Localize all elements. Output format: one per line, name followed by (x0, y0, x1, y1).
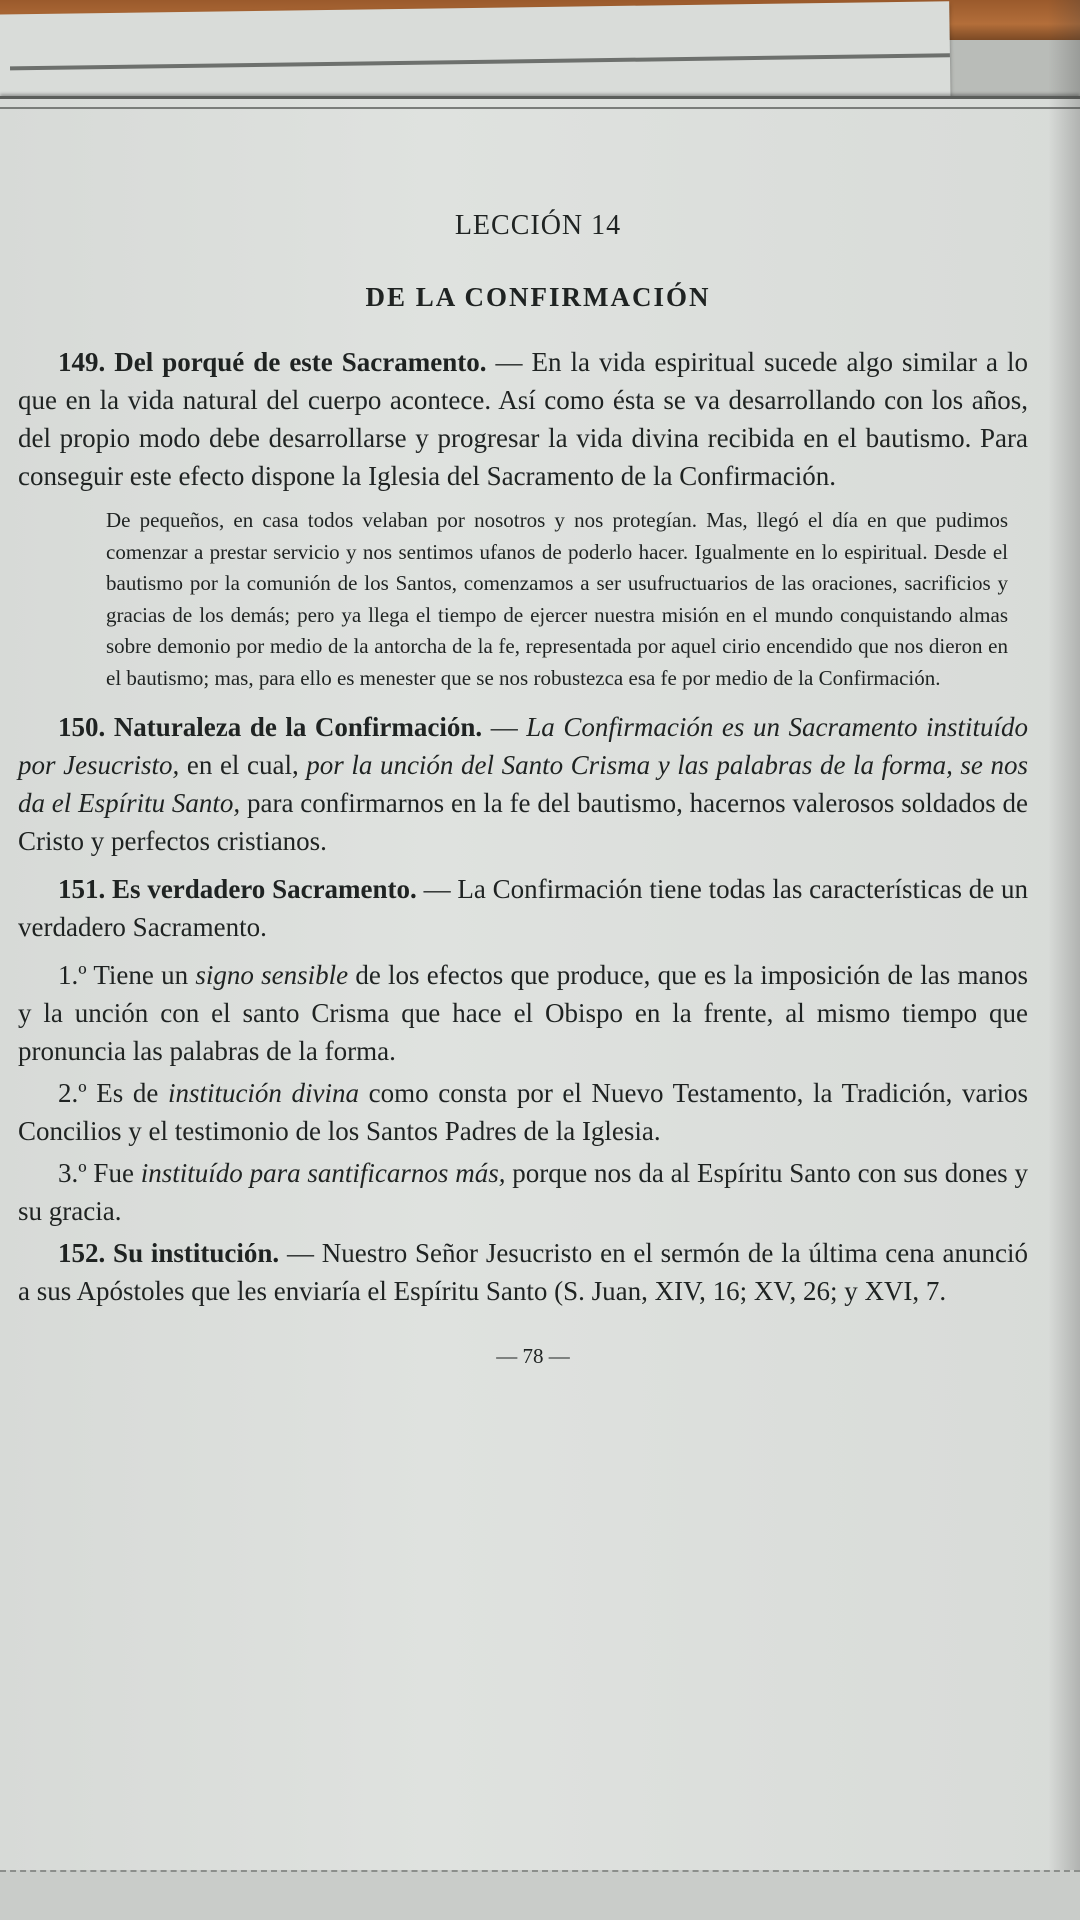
item-text: de los efectos que produce, que es la imposición de las manos y la unción con el santo Crisma que hace el Obispo en la frente, al mismo tiempo que pronuncia las palabras de la forma. (18, 960, 1028, 1066)
section-151-item-2 (18, 1074, 1028, 1150)
section-number: 149. (58, 347, 106, 377)
section-title: Su institución. (113, 1238, 280, 1268)
section-text: para confirmarnos en la fe del bautismo, hacernos valerosos soldados de Cristo y perfectos cristianos. (18, 788, 1029, 856)
section-number: 152. (58, 1238, 106, 1268)
item-emphasis: signo sensible (195, 960, 349, 990)
section-number: 151. (58, 874, 106, 904)
item-label: 2.º (58, 1078, 87, 1108)
item-text: como consta por el Nuevo Testamento, la Tradición, varios Concilios y el testimonio de los Santos Padres de la Iglesia. (18, 1078, 1028, 1146)
section-text: en el cual, (179, 750, 307, 780)
item-emphasis: institución divina (167, 1078, 360, 1108)
dash: — (490, 712, 527, 742)
section-152 (18, 1234, 1028, 1310)
item-emphasis: instituído para santificarnos más, (140, 1158, 506, 1188)
section-text: — La Confirmación tiene todas las características de un verdadero Sacramento. (18, 874, 1029, 942)
item-text: Tiene un (86, 960, 196, 990)
section-151-item-1 (18, 956, 1028, 1070)
page-shadow (1048, 0, 1080, 1920)
section-title: Es verdadero Sacramento. (112, 874, 417, 904)
section-title: Del porqué de este Sacramento. (114, 347, 487, 377)
lesson-heading: LECCIÓN 14 (454, 210, 622, 241)
section-number: 150. (58, 712, 106, 742)
section-150 (18, 708, 1028, 860)
item-label: 1.º (58, 960, 87, 990)
item-text: Fue (86, 1158, 141, 1188)
section-text: — Nuestro Señor Jesucristo en el sermón de la última cena anunció a sus Apóstoles que les enviaría el Espíritu Santo (S. Juan, XIV, 16; XV, 26; y XVI, 7. (18, 1238, 1028, 1306)
page-number: — 78 — (496, 1344, 570, 1368)
section-149 (18, 343, 1028, 495)
section-149-note: De pequeños, en casa todos velaban por nosotros y nos protegían. Mas, llegó el día en que pudimos comenzar a prestar servicio y nos sentimos ufanos de poderlo hacer. Igualmente en lo espiritual. Desde el bautismo por la comunión de los Santos, comenzamos a ser usufructuarios de las oraciones, sacrificios y gracias de los demás; pero ya llega el tiempo de ejercer nuestra misión en el mundo conquistando almas sobre demonio por medio de la antorcha de la fe, representada por aquel cirio encendido que nos dieron en el bautismo; mas, para ello es menester que se nos robustezca esa fe por medio de la Confirmación. (106, 508, 1008, 690)
bottom-sheet-edge (0, 1870, 1080, 1920)
section-text: — En la vida espiritual sucede algo similar a lo que en la vida natural del cuerpo acontece. Así como ésta se va desarrollando con los años, del propio modo debe desarrollarse y progresar la vida divina recibida en el bautismo. Para conseguir este efecto dispone la Iglesia del Sacramento de la Confirmación. (18, 347, 1028, 491)
page-content (18, 210, 1028, 1369)
item-text: Es de (86, 1078, 168, 1108)
italic-definition-2: por la unción del Santo Crisma y las palabras de la forma, se nos da el Espíritu Santo, (18, 750, 1028, 818)
section-151 (18, 870, 1028, 946)
section-151-item-3 (18, 1154, 1028, 1230)
item-label: 3.º (58, 1158, 87, 1188)
section-title: Naturaleza de la Confirmación. (113, 712, 483, 742)
chapter-title: DE LA CONFIRMACIÓN (365, 282, 711, 312)
item-text: porque nos da al Espíritu Santo con sus dones y su gracia. (18, 1158, 1028, 1226)
italic-definition-1: La Confirmación es un Sacramento instituído por Jesucristo, (18, 712, 1029, 780)
